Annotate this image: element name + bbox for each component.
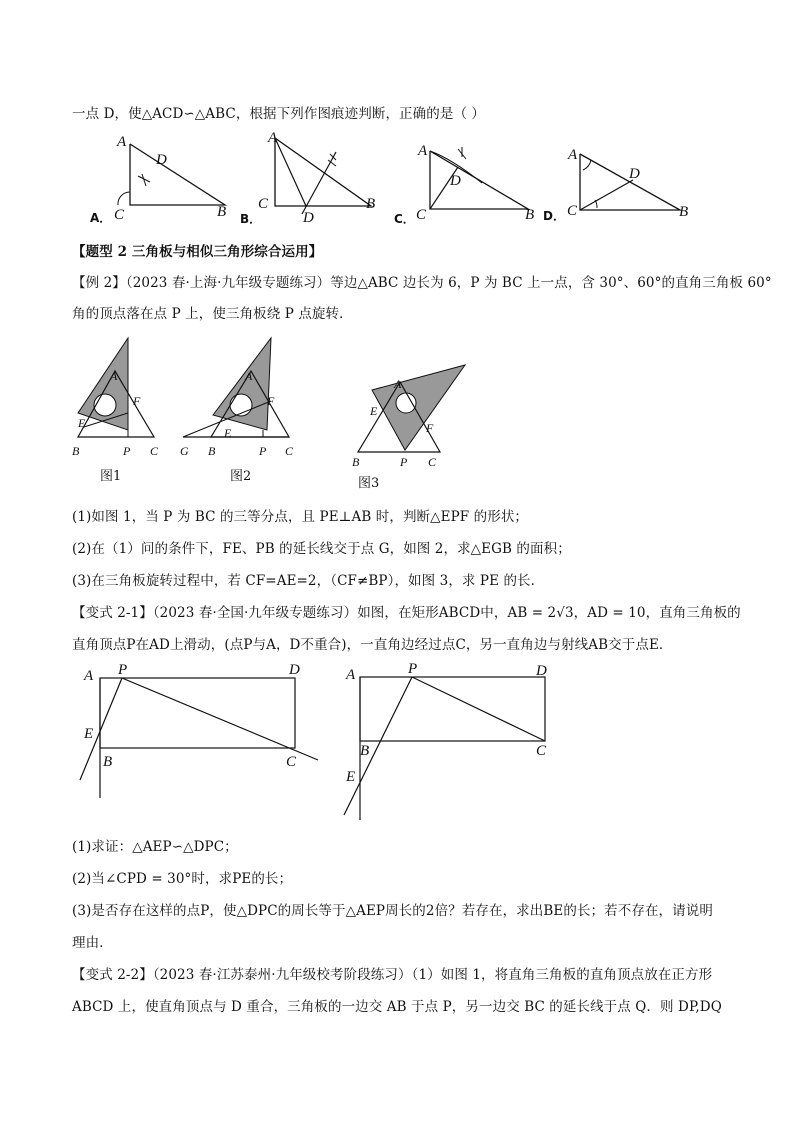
pt-C: C [536, 743, 547, 759]
pt-A: A [418, 143, 428, 159]
pt-F: F [267, 394, 275, 408]
pt-C: C [258, 196, 269, 212]
text-line-variant-2-2-cont: ABCD 上，使直角顶点与 D 重合，三角板的一边交 AB 于点 P，另一边交 BC 的延长线于点 Q．则 DP,DQ [72, 999, 722, 1015]
pt-E: E [84, 726, 94, 742]
pt-B: B [352, 455, 360, 469]
pt-D: D [450, 173, 461, 189]
pt-F: F [133, 394, 141, 408]
pt-P: P [118, 662, 128, 678]
pt-A: A [268, 130, 278, 146]
pt-E: E [78, 416, 86, 430]
pt-P: P [259, 444, 267, 458]
pt-E: E [370, 404, 378, 418]
variant-question-1: (1)求证：△AEP∽△DPC； [72, 839, 238, 855]
question-2: (2)在（1）问的条件下，FE、PB 的延长线交于点 G，如图 2，求△EGB 的面积； [72, 541, 571, 557]
text-line-intro: 一点 D，使△ACD∽△ABC，根据下列作图痕迹判断，正确的是（ ） [72, 106, 486, 122]
pt-D: D [536, 663, 547, 679]
pt-A: A [110, 369, 118, 383]
example2-figure-1 [70, 335, 180, 495]
pt-B: B [679, 204, 689, 220]
pt-P: P [123, 444, 131, 458]
figure-caption-2: 图2 [230, 469, 252, 484]
pt-D: D [303, 210, 314, 226]
text-line-variant-2-1-cont: 直角顶点P在AD上滑动，(点P与A，D不重合)，一直角边经过点C，另一直角边与射线AB交于点E． [72, 637, 673, 653]
pt-C: C [285, 444, 294, 458]
pt-A: A [84, 668, 94, 684]
pt-A: A [394, 377, 402, 391]
figure-caption-3: 图3 [358, 476, 380, 491]
pt-B: B [72, 444, 80, 458]
option-a-label: A． [90, 211, 112, 225]
pt-A: A [568, 147, 578, 163]
variant-question-3-cont: 理由． [72, 935, 113, 951]
pt-A: A [117, 134, 127, 150]
pt-D: D [289, 662, 300, 678]
question-3: (3)在三角板旋转过程中，若 CF=AE=2，（CF≠BP），如图 3，求 PE 的长． [72, 573, 545, 589]
text-line-example2-cont: 角的顶点落在点 P 上，使三角板绕 P 点旋转． [72, 306, 353, 322]
pt-G: G [180, 444, 189, 458]
pt-A: A [346, 667, 356, 683]
pt-C: C [150, 444, 159, 458]
pt-P: P [408, 661, 418, 677]
section-heading: 【题型 2 三角板与相似三角形综合运用】 [72, 244, 323, 260]
pt-E: E [224, 426, 232, 440]
pt-B: B [208, 444, 216, 458]
figure-caption-1: 图1 [100, 469, 122, 484]
pt-E: E [346, 769, 356, 785]
pt-A: A [245, 369, 253, 383]
option-figure-a [90, 130, 240, 225]
pt-C: C [416, 207, 427, 223]
pt-C: C [286, 754, 297, 770]
option-d-label: D． [543, 209, 565, 223]
pt-C: C [114, 207, 125, 223]
pt-C: C [567, 203, 578, 219]
pt-B: B [525, 207, 535, 223]
pt-D: D [156, 152, 167, 168]
question-1: (1)如图 1，当 P 为 BC 的三等分点，且 PE⊥AB 时，判断△EPF 的形状； [72, 509, 529, 525]
pt-B: B [103, 754, 113, 770]
option-c-label: C． [394, 212, 415, 226]
pt-F: F [426, 421, 434, 435]
option-figure-b [236, 126, 386, 226]
option-figure-d [543, 138, 703, 228]
pt-B: B [217, 204, 227, 220]
pt-D: D [629, 166, 640, 182]
text-line-variant-2-1: 【变式 2-1】（2023 春·全国·九年级专题练习）如图，在矩形ABCD中，AB = 2√3，AD = 10，直角三角板的 [72, 605, 741, 621]
variant-question-2: (2)当∠CPD = 30°时，求PE的长； [72, 871, 293, 887]
pt-B: B [360, 743, 370, 759]
option-b-label: B． [240, 212, 262, 226]
pt-B: B [366, 196, 376, 212]
variant-2-1-figure-left [76, 660, 336, 810]
variant-question-3: (3)是否存在这样的点P，使△DPC的周长等于△AEP周长的2倍？若存在，求出BE的长；若不存在，请说明 [72, 903, 713, 919]
option-figure-c [392, 137, 542, 227]
example2-figure-2 [175, 335, 305, 495]
variant-2-1-figure-right [340, 655, 570, 825]
pt-C: C [428, 455, 437, 469]
text-line-variant-2-2: 【变式 2-2】（2023 春·江苏泰州·九年级校考阶段练习）（1）如图 1，将直角三角板的直角顶点放在正方形 [72, 967, 713, 983]
example2-figure-3 [350, 360, 480, 495]
text-line-example2: 【例 2】（2023 春·上海·九年级专题练习）等边△ABC 边长为 6，P 为 BC 上一点，含 30°、60°的直角三角板 60° [72, 275, 772, 291]
pt-P: P [400, 455, 408, 469]
